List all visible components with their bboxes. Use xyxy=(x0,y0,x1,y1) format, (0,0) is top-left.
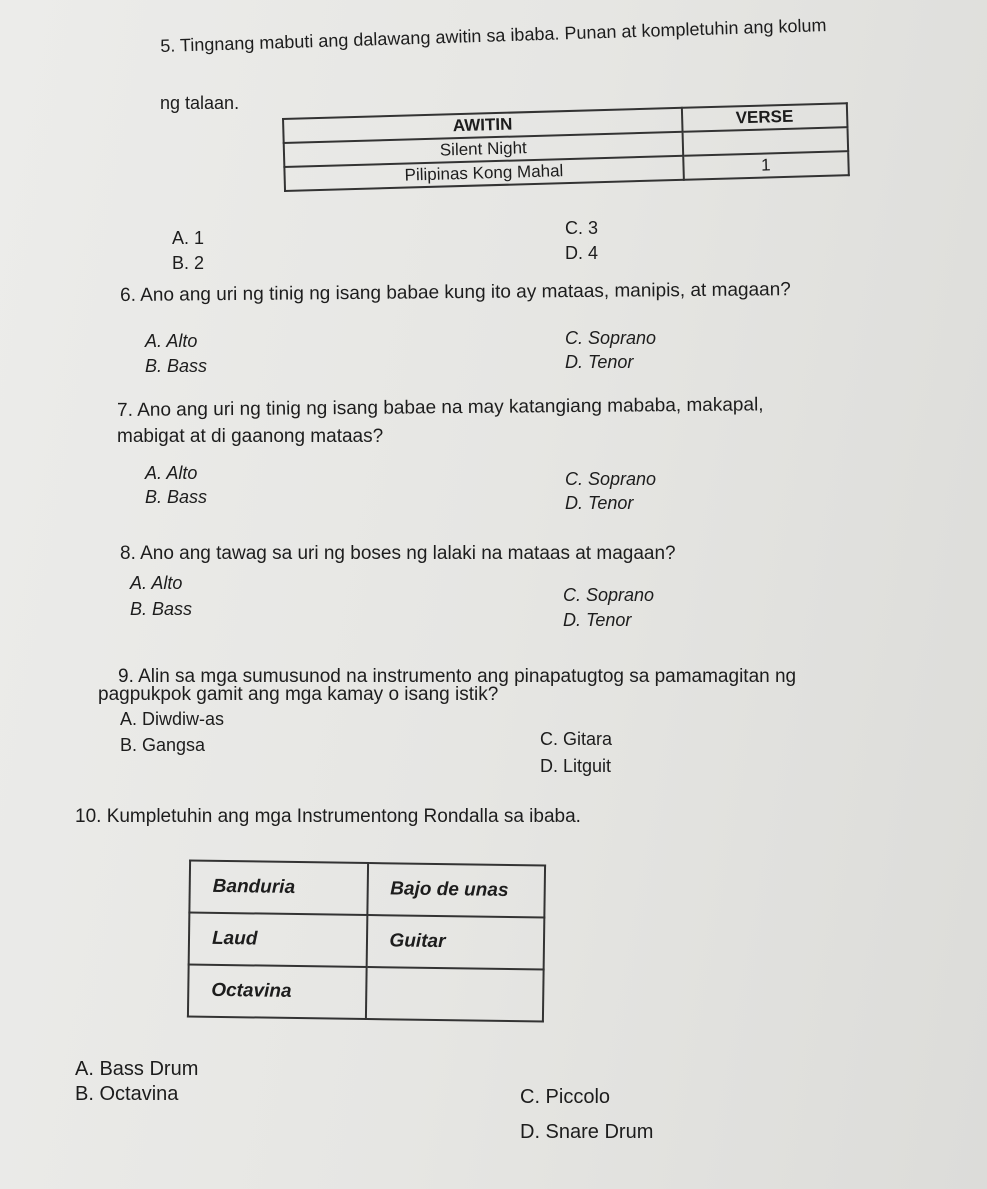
header-verse: VERSE xyxy=(682,103,848,132)
q8-option-c: C. Soprano xyxy=(563,585,655,605)
table-cell: Octavina xyxy=(188,965,366,1019)
q7-option-c: C. Soprano xyxy=(565,469,657,489)
q7-option-d: D. Tenor xyxy=(565,493,634,513)
q7-text-cont: mabigat at di gaanong mataas? xyxy=(117,426,384,447)
rondalla-table xyxy=(187,860,546,1023)
q9-option-b: B. Gangsa xyxy=(120,735,206,755)
table-cell: Bajo de unas xyxy=(367,863,545,917)
q6-text: 6. Ano ang uri ng tinig ng isang babae kung ito ay mataas, manipis, at magaan? xyxy=(120,279,791,306)
table-cell: Laud xyxy=(189,913,367,967)
q10-option-b: B. Octavina xyxy=(75,1083,179,1105)
q8-option-b: B. Bass xyxy=(130,599,193,619)
table-cell: 1 xyxy=(683,151,849,180)
q5-option-c: C. 3 xyxy=(565,218,599,238)
q9-option-c: C. Gitara xyxy=(540,729,613,749)
table-cell: Silent Night xyxy=(284,132,683,167)
table-row xyxy=(189,913,545,970)
q5-option-d: D. 4 xyxy=(565,243,599,263)
table-cell: Banduria xyxy=(189,861,367,915)
q6-option-b: B. Bass xyxy=(145,356,208,376)
q10-text: 10. Kumpletuhin ang mga Instrumentong Rondalla sa ibaba. xyxy=(75,806,581,827)
q8-text: 8. Ano ang tawag sa uri ng boses ng lalaki na mataas at magaan? xyxy=(120,543,676,564)
q5-song-table xyxy=(282,102,850,192)
q9-text-cont: pagpukpok gamit ang mga kamay o isang istik? xyxy=(98,684,499,705)
table-cell: Guitar xyxy=(366,915,544,969)
q6-option-d: D. Tenor xyxy=(565,352,634,372)
q10-option-a: A. Bass Drum xyxy=(75,1058,199,1080)
q5-option-b: B. 2 xyxy=(172,253,205,273)
header-awitin: AWITIN xyxy=(283,108,682,143)
q8-option-a: A. Alto xyxy=(130,573,183,593)
q9-option-d: D. Litguit xyxy=(540,756,612,776)
q7-option-a: A. Alto xyxy=(145,463,198,483)
q6-option-a: A. Alto xyxy=(145,331,198,351)
q7-option-b: B. Bass xyxy=(145,487,208,507)
table-cell: Pilipinas Kong Mahal xyxy=(284,156,683,191)
table-row xyxy=(188,965,544,1022)
q9-option-a: A. Diwdiw-as xyxy=(120,709,225,729)
q8-option-d: D. Tenor xyxy=(563,610,632,630)
q10-option-c: C. Piccolo xyxy=(520,1086,611,1108)
q6-option-c: C. Soprano xyxy=(565,328,657,348)
q5-option-a: A. 1 xyxy=(172,228,205,248)
table-cell-empty xyxy=(365,967,543,1021)
q5-text: 5. Tingnang mabuti ang dalawang awitin sa ibaba. Punan at kompletuhin ang kolum xyxy=(160,15,827,56)
q9-text: 9. Alin sa mga sumusunod na instrumento ang pinapatugtog sa pamamagitan ng xyxy=(118,666,797,687)
q10-option-d: D. Snare Drum xyxy=(520,1121,654,1143)
q5-text-cont: ng talaan. xyxy=(160,93,240,113)
q7-text: 7. Ano ang uri ng tinig ng isang babae na may katangiang mababa, makapal, xyxy=(117,394,764,421)
table-row xyxy=(189,861,545,918)
